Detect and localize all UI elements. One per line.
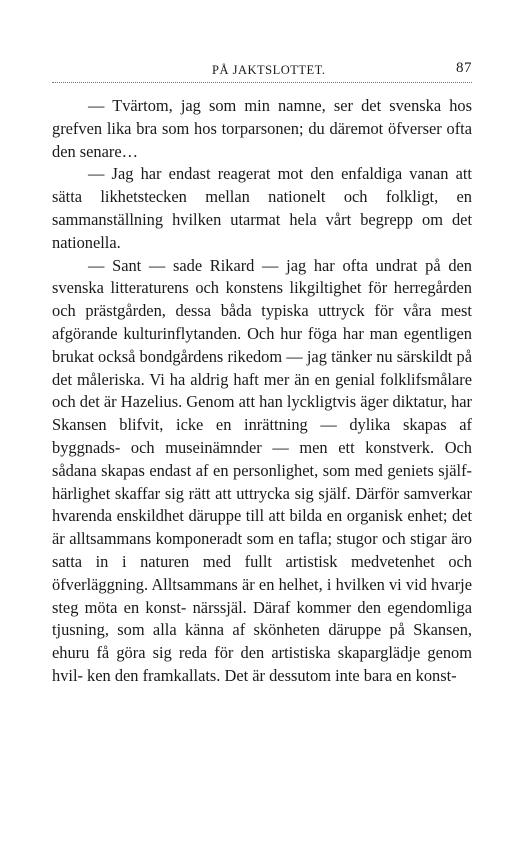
running-head (52, 60, 472, 82)
paragraph: — Sant — sade Rikard — jag har ofta undrat på den svenska litteraturens och konstens likgiltighet för herregården och prästgården, dessa båda typiska uttryck för våra mest afgörande kulturinflytanden. Och hur föga har man egentligen brukat också bondgårdens rikedom — jag tänker nu särskildt på det måleriska. Vi ha aldrig haft mer än en genial folklifsmålare och det är Hazelius. Genom att han lyckligtvis äger diktatur, har Skansen blifvit, icke en inrättning — dylika skapas af byggnads- och museinämnder — men ett konstverk. Och sådana skapas endast af en personlighet, som med geniets själf- härlighet skaffar sig rätt att uttrycka sig själf. Därför samverkar hvarenda enskildhet däruppe till att bilda en organisk enhet; det är alltsammans komponeradt som en tafla; stugor och stigar äro satta in i naturen med fullt artistisk medvetenhet och öfverläggning. Alltsammans är en helhet, i hvilken vi vid hvarje steg möta en konst- närssjäl. Däraf kommer den egendomliga tjusning, som alla känna af skönheten däruppe på Skansen, ehuru få göra sig reda för den artistiska skaparglädje genom hvil- ken den framkallats. Det är dessutom inte bara en konst- (52, 255, 472, 685)
running-title: PÅ JAKTSLOTTET. (212, 63, 326, 77)
paragraph: — Jag har endast reagerat mot den enfaldiga vanan att sätta likhetstecken mellan nationelt och folkligt, en sammanställning hvilken utarmat hela vårt begrepp om det nationella. (52, 164, 472, 252)
header-rule (52, 82, 472, 83)
page-number: 87 (456, 60, 472, 76)
paragraph: — Tvärtom, jag som min namne, ser det svenska hos grefven lika bra som hos torparsonen; du däremot öfverser ofta den senare… (52, 96, 472, 161)
book-page (52, 60, 472, 688)
